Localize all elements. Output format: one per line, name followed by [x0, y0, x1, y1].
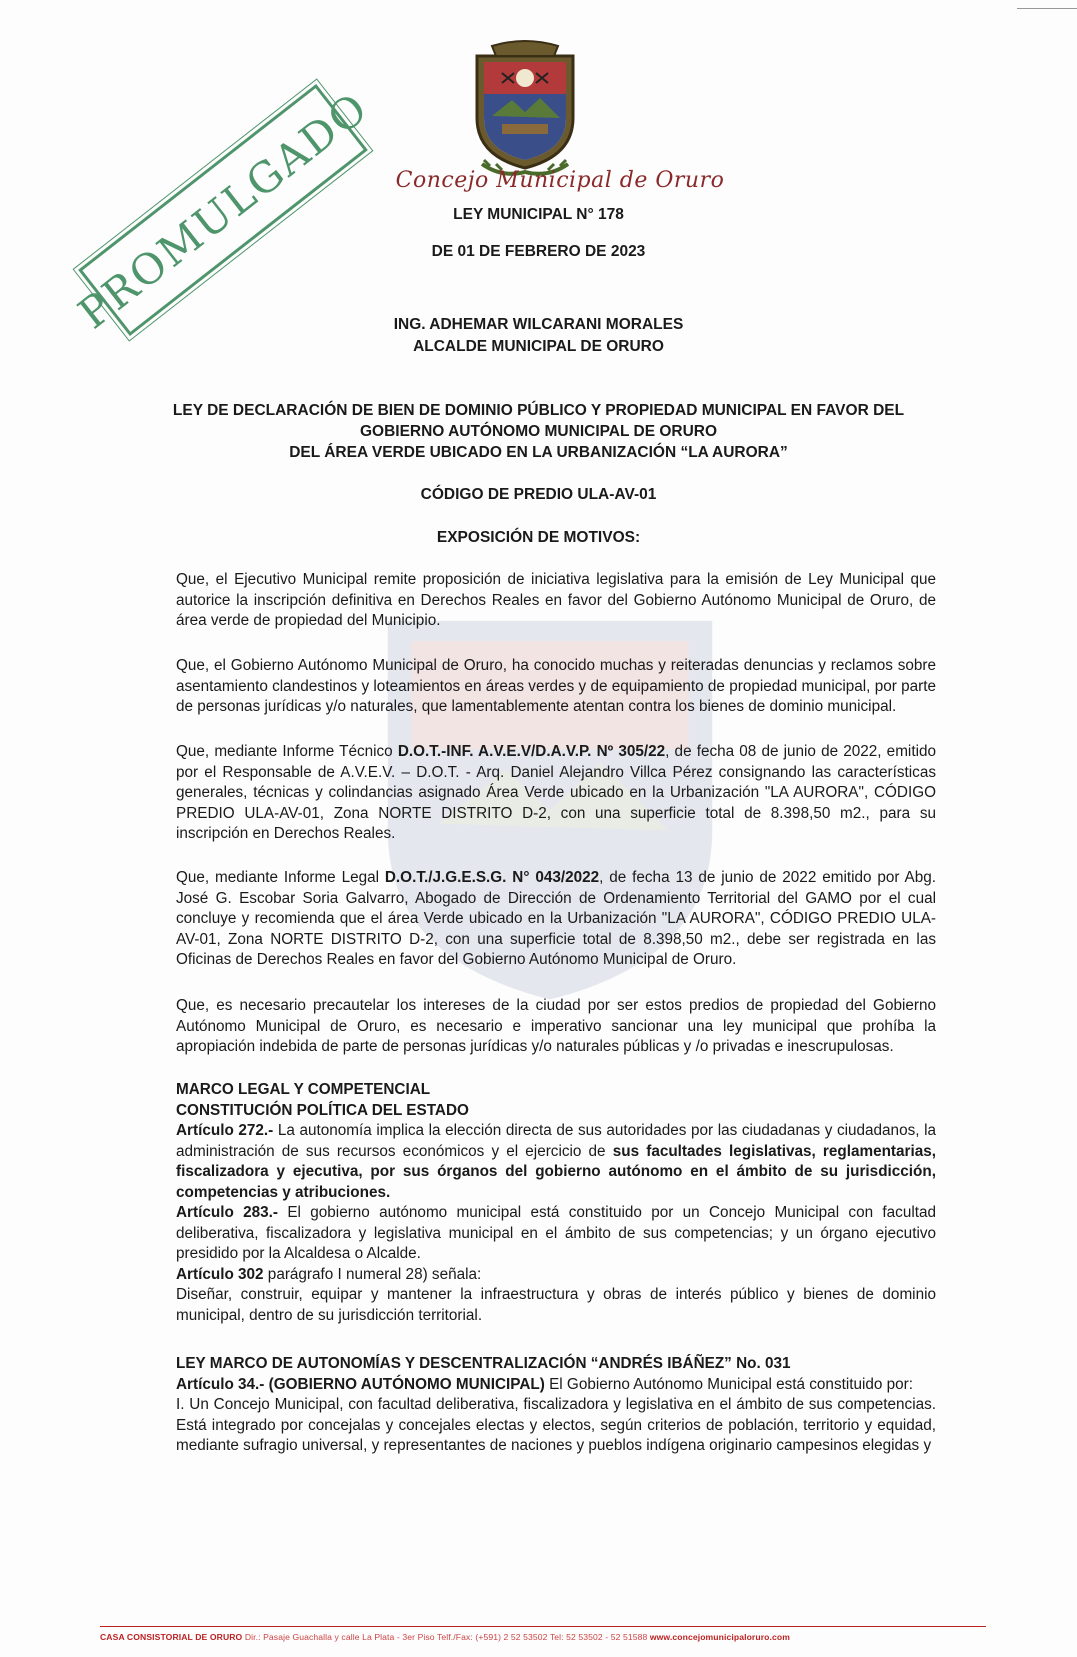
promulgated-stamp: PROMULGADO [68, 82, 378, 338]
article-302-quote: Diseñar, construir, equipar y mantener la infraestructura y obras de interés público y bienes de dominio municipal, dentro de su jurisdicción territorial. [176, 1286, 936, 1324]
article-302: Artículo 302 parágrafo I numeral 28) señala: [176, 1265, 482, 1283]
municipal-coat-of-arms-icon [462, 38, 588, 180]
article-34: Artículo 34.- (GOBIERNO AUTÓNOMO MUNICIPAL) El Gobierno Autónomo Municipal está constituido por: [176, 1375, 914, 1393]
constitution-heading: CONSTITUCIÓN POLÍTICA DEL ESTADO [176, 1101, 469, 1119]
footer-org: CASA CONSISTORIAL DE ORURO [100, 1632, 243, 1642]
motive-paragraph-3: Que, mediante Informe Técnico D.O.T.-INF. A.V.E.V/D.A.V.P. Nº 305/22, de fecha 08 de junio de 2022, emitido por el Responsable de A.V.E.V. – D.O.T. - Arq. Daniel Alejandro Villca Pérez consignando las características generales, técnicas y colindancias asignado Área Verde ubicado en la Urbanización "LA AURORA", CÓDIGO PREDIO ULA-AV-01, Zona NORTE DISTRITO D-2, con una superficie total de 8.398,50 m2., para su inscripción en Derechos Reales. [176, 743, 936, 842]
motive-paragraph-4: Que, mediante Informe Legal D.O.T./J.G.E.S.G. N° 043/2022, de fecha 13 de junio de 2022 emitido por Abg. José G. Escobar Soria Galvarro, Abogado de Dirección de Ordenamiento Territorial del GAMO por el cual concluye y recomienda que el área Verde ubicado en la Urbanización "LA AURORA", CÓDIGO PREDIO ULA-AV-01, Zona NORTE DISTRITO D-2, con una superficie total de 8.398,50 m2., debe ser registrada en las Oficinas de Derechos Reales en favor del Gobierno Autónomo Municipal de Oruro. [176, 869, 936, 968]
autonomy-law-section [176, 1354, 936, 1457]
page-footer [100, 1632, 986, 1642]
law-title-line2: GOBIERNO AUTÓNOMO MUNICIPAL DE ORURO [359, 423, 718, 440]
law-date: DE 01 DE FEBRERO DE 2023 [431, 243, 646, 260]
footer-web[interactable]: www.concejomunicipaloruro.com [649, 1632, 790, 1642]
official-name: ING. ADHEMAR WILCARANI MORALES [393, 316, 684, 333]
law-number: LEY MUNICIPAL N° 178 [453, 206, 624, 223]
motives-heading: EXPOSICIÓN DE MOTIVOS: [436, 529, 641, 546]
footer-address: Dir.: Pasaje Guachalla y calle La Plata - 3er Piso Telf./Fax: (+591) 2 52 53502 Tel: 52 53502 - 52 51588 [242, 1632, 650, 1642]
motive-paragraph-1: Que, el Ejecutivo Municipal remite proposición de iniciativa legislativa para la emisión de Ley Municipal que autorice la inscripción definitiva en Derechos Reales en favor del Gobierno Autónomo Municipal de Oruro, de área verde de propiedad del Municipio. [176, 571, 936, 629]
motive-paragraph-2: Que, el Gobierno Autónomo Municipal de Oruro, ha conocido muchas y reiteradas denuncias y reclamos sobre asentamiento clandestinos y loteamientos en áreas verdes y de equipamiento de propiedad municipal, por parte de personas jurídicas y/o naturales, que lamentablemente atentan contra los bienes de dominio municipal. [176, 657, 936, 715]
property-code: CÓDIGO DE PREDIO ULA-AV-01 [420, 486, 657, 503]
legal-framework-section [176, 1080, 936, 1326]
article-283: Artículo 283.- El gobierno autónomo municipal está constituido por un Concejo Municipal con facultad deliberativa, fiscalizadora y legislativa municipal en el ámbito de sus competencias; y un órgano ejecutivo presidido por la Alcaldesa o Alcalde. [176, 1204, 937, 1262]
article-272: Artículo 272.- La autonomía implica la elección directa de sus autoridades por las ciudadanas y ciudadanos, la administración de sus recursos económicos y el ejercicio de sus facultades legislativas, reglamentarias, fiscalizadora y ejecutiva, por sus órganos del gobierno autónomo en el ámbito de su jurisdicción, competencias y atribuciones. [176, 1122, 936, 1201]
motive-paragraph-5: Que, es necesario precautelar los intereses de la ciudad por ser estos predios de propiedad del Gobierno Autónomo Municipal de Oruro, es necesario e imperativo sancionar una ley municipal que prohíba la apropiación indebida de parte de personas jurídicas y/o naturales públicas y /o privadas e inescrupulosas. [176, 997, 936, 1055]
official-title: ALCALDE MUNICIPAL DE ORURO [413, 338, 664, 355]
article-34-item-1: I. Un Concejo Municipal, con facultad deliberativa, fiscalizadora y legislativa en el ámbito de sus competencias. Está integrado por concejalas y concejales electas y electos, según criterios de población, territorio y equidad, mediante sufragio universal, y representantes de naciones y pueblos indígena originario campesinos elegidas y [176, 1396, 936, 1454]
footer-divider [100, 1626, 986, 1627]
corner-mark [1017, 8, 1077, 9]
law-title-line1: LEY DE DECLARACIÓN DE BIEN DE DOMINIO PÚBLICO Y PROPIEDAD MUNICIPAL EN FAVOR DEL [172, 402, 905, 419]
law-title-line3: DEL ÁREA VERDE UBICADO EN LA URBANIZACIÓN “LA AURORA” [289, 444, 788, 461]
council-name: Concejo Municipal de Oruro [395, 168, 725, 193]
autonomy-law-heading: LEY MARCO DE AUTONOMÍAS Y DESCENTRALIZACIÓN “ANDRÉS IBÁÑEZ” No. 031 [176, 1355, 791, 1372]
legal-heading: MARCO LEGAL Y COMPETENCIAL [176, 1081, 431, 1098]
